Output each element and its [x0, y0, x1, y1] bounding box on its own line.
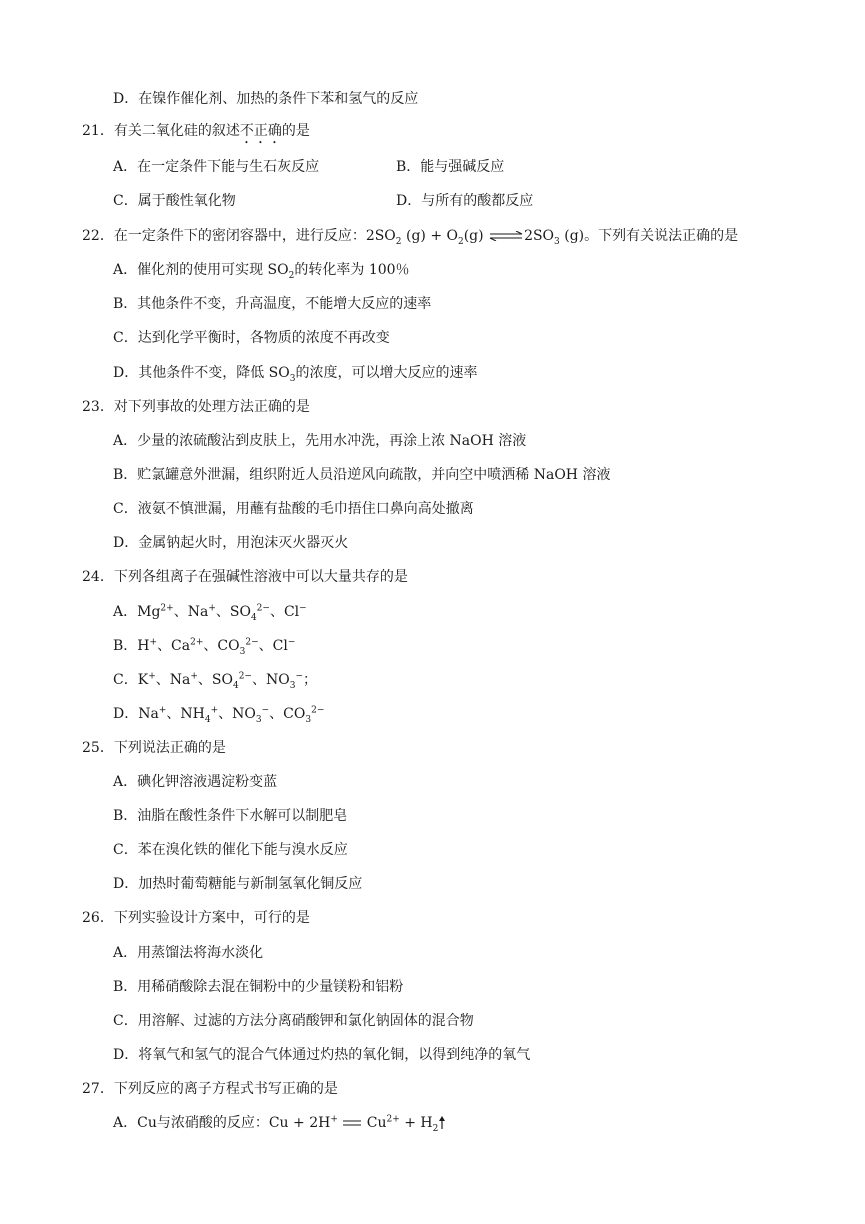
q26-stem: 26．下列实验设计方案中，可行的是	[82, 910, 310, 926]
q24-option-b: B．H+、$Ca^{2+}$、$CO_3^{2-}$、Cl−	[113, 637, 296, 657]
gas-up-arrow-icon	[438, 1116, 446, 1130]
q24-stem: 24．下列各组离子在强碱性溶液中可以大量共存的是	[82, 569, 408, 585]
q23-option-b: B．贮氯罐意外泄漏，组织附近人员沿逆风向疏散，并向空中喷洒稀 NaOH 溶液	[113, 467, 611, 483]
q23-option-c: C．液氨不慎泄漏，用蘸有盐酸的毛巾捂住口鼻向高处撤离	[113, 501, 474, 517]
q22-option-b: B．其他条件不变，升高温度，不能增大反应的速率	[113, 296, 432, 312]
q26-option-d: D．将氧气和氢气的混合气体通过灼热的氧化铜，以得到纯净的氧气	[113, 1047, 531, 1063]
q23-stem: 23．对下列事故的处理方法正确的是	[82, 399, 310, 415]
q25-option-a: A．碘化钾溶液遇淀粉变蓝	[113, 774, 278, 790]
q25-option-c: C．苯在溴化铁的催化下能与溴水反应	[113, 842, 348, 858]
q23-option-d: D．金属钠起火时，用泡沫灭火器灭火	[113, 535, 349, 551]
q24-option-a: A．$Mg^{2+}$、Na+、$SO_4^{2-}$、Cl−	[113, 603, 307, 623]
q21-option-d: D．与所有的酸都反应	[396, 193, 534, 209]
q21-option-a: A．在一定条件下能与生石灰反应	[113, 159, 320, 175]
q21-stem: 21．有关二氧化硅的叙述不正确的是	[82, 123, 310, 139]
q21-option-b: B．能与强碱反应	[396, 159, 505, 175]
q24-option-d: D．Na+、$NH_4^+$、$NO_3^-$、$CO_3^{2-}$	[113, 705, 325, 725]
q23-option-a: A．少量的浓硫酸沾到皮肤上，先用水冲洗，再涂上浓 NaOH 溶液	[113, 433, 527, 449]
q27-option-a: A．Cu与浓硝酸的反应：Cu + 2H+ $Cu^{2+} + H_2$	[113, 1114, 446, 1132]
q26-option-c: C．用溶解、过滤的方法分离硝酸钾和氯化钠固体的混合物	[113, 1013, 474, 1029]
q22-option-a: A．催化剂的使用可实现 $SO_2$的转化率为 100％	[113, 262, 410, 281]
q27-stem: 27．下列反应的离子方程式书写正确的是	[82, 1081, 338, 1097]
q26-option-a: A．用蒸馏法将海水淡化	[113, 945, 264, 961]
q22-option-d: D．其他条件不变，降低 $SO_3$的浓度，可以增大反应的速率	[113, 365, 478, 384]
q20-option-d: D．在镍作催化剂、加热的条件下苯和氢气的反应	[113, 91, 419, 107]
q22-stem: 22．在一定条件下的密闭容器中，进行反应：$2SO_2$ $(g) + O_2(g)$ $2SO_3$ (g)。下列有关说法正确的是	[82, 228, 739, 247]
equals-sign-icon	[342, 1118, 362, 1128]
q25-stem: 25．下列说法正确的是	[82, 740, 226, 756]
equilibrium-arrow-icon	[488, 231, 524, 241]
q25-option-b: B．油脂在酸性条件下水解可以制肥皂	[113, 808, 348, 824]
q26-option-b: B．用稀硝酸除去混在铜粉中的少量镁粉和铝粉	[113, 979, 404, 995]
q22-option-c: C．达到化学平衡时，各物质的浓度不再改变	[113, 330, 390, 346]
q21-option-c: C．属于酸性氧化物	[113, 193, 236, 209]
q24-option-c: C．K+、Na+、$SO_4^{2-}$、$NO_3^-$；	[113, 671, 317, 691]
q25-option-d: D．加热时葡萄糖能与新制氢氧化铜反应	[113, 876, 363, 892]
